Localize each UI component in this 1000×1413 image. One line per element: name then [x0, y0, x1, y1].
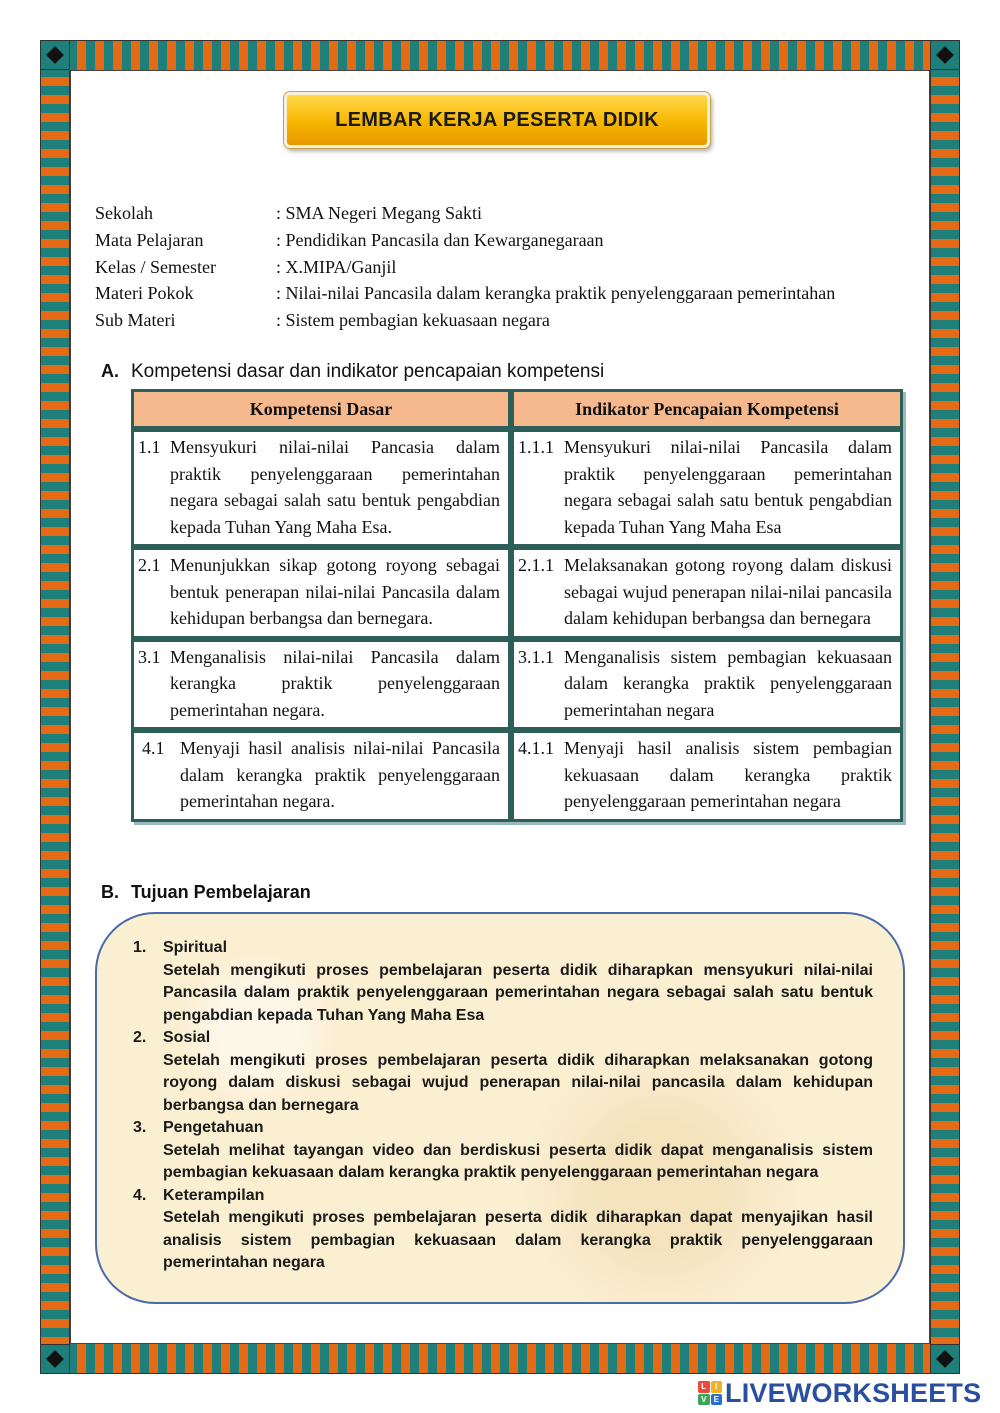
info-value: : SMA Negeri Megang Sakti: [276, 203, 482, 223]
section-title: Kompetensi dasar dan indikator pencapaian kompetensi: [131, 361, 605, 382]
list-item: [133, 1117, 873, 1185]
ipk-number: 3.1.1: [518, 646, 554, 667]
item-heading: Pengetahuan: [163, 1119, 264, 1136]
kd-text: Menyaji hasil analisis nilai-nilai Pancasila dalam kerangka praktik penyelenggaraan pemerintahan negara.: [180, 738, 500, 811]
info-value: : Sistem pembagian kekuasaan negara: [276, 310, 550, 331]
table-row: [131, 730, 903, 822]
decorative-border-right: [930, 40, 960, 1374]
kd-number: 4.1: [142, 738, 165, 758]
corner-ornament-icon: [930, 40, 960, 70]
learning-objectives-list: [133, 937, 873, 1275]
info-value: : X.MIPA/Ganjil: [276, 256, 397, 277]
ipk-number: 1.1.1: [518, 437, 554, 457]
ipk-cell: [511, 547, 903, 639]
ipk-number: 2.1.1: [518, 555, 554, 575]
kd-number: 1.1: [138, 437, 161, 457]
kd-text: Mensyukuri nilai-nilai Pancasia dalam praktik penyelenggaraan pemerintahan negara sebagai salah satu bentuk pengabdian kepada Tuhan Yang Maha Esa.: [170, 437, 500, 537]
item-number: 2.: [133, 1029, 147, 1046]
kd-number: 2.1: [138, 555, 161, 575]
section-b-heading: [101, 882, 311, 903]
list-item: [133, 937, 873, 1027]
item-heading: Spiritual: [163, 939, 228, 956]
list-item: [133, 1027, 873, 1117]
kd-cell: [131, 730, 511, 822]
item-number: 3.: [133, 1119, 147, 1136]
info-row-sekolah: [95, 200, 915, 227]
info-label: Kelas / Semester: [95, 256, 216, 277]
info-label: Sekolah: [95, 203, 153, 223]
info-row-materi-pokok: [95, 280, 915, 307]
info-value: : Nilai-nilai Pancasila dalam kerangka praktik penyelenggaraan pemerintahan: [276, 283, 836, 304]
title-banner: [284, 92, 710, 148]
liveworksheets-logo[interactable]: [698, 1378, 981, 1408]
kd-cell: [131, 429, 511, 547]
identity-info: [95, 200, 915, 334]
item-number: 1.: [133, 939, 147, 956]
ipk-text: Menyaji hasil analisis sistem pembagian kekuasaan dalam kerangka praktik penyelenggaraan pemerintahan negara: [564, 738, 892, 811]
item-text: Setelah mengikuti proses pembelajaran peserta didik diharapkan melaksanakan gotong royong dalam diskusi sebagai wujud penerapan nilai-nilai pancasila dalam kehidupan berbangsa dan bernegara: [163, 1051, 873, 1114]
table-row: [131, 429, 903, 547]
column-header-indikator: Indikator Pencapaian Kompetensi: [511, 389, 903, 429]
list-item: [133, 1185, 873, 1275]
section-title: Tujuan Pembelajaran: [131, 882, 311, 902]
table-row: [131, 639, 903, 731]
logo-text: LIVEWORKSHEETS: [725, 1377, 982, 1408]
section-letter: A.: [101, 361, 119, 381]
info-label: Materi Pokok: [95, 283, 194, 304]
kd-cell: [131, 547, 511, 639]
decorative-border-left: [40, 40, 70, 1374]
item-text: Setelah mengikuti proses pembelajaran peserta didik diharapkan mensyukuri nilai-nilai Pancasila dalam praktik penyelenggaraan pemerintahan negara sebagai salah satu bentuk pengabdian kepada Tuhan Yang Maha Esa: [163, 961, 873, 1024]
corner-ornament-icon: [40, 40, 70, 70]
page-title: LEMBAR KERJA PESERTA DIDIK: [335, 108, 659, 131]
info-value: : Pendidikan Pancasila dan Kewarganegaraan: [276, 229, 604, 250]
liveworksheets-logo-icon: L I V E: [698, 1381, 722, 1405]
info-row-mata-pelajaran: [95, 227, 915, 254]
kd-number: 3.1: [138, 646, 161, 667]
ipk-cell: [511, 639, 903, 731]
table-header-row: [131, 389, 903, 429]
info-row-kelas-semester: [95, 254, 915, 281]
item-heading: Sosial: [163, 1029, 211, 1046]
section-letter: B.: [101, 882, 119, 902]
info-row-sub-materi: [95, 307, 915, 334]
section-a-heading: [101, 361, 604, 383]
ipk-text: Mensyukuri nilai-nilai Pancasila dalam praktik penyelenggaraan pemerintahan negara sebagai salah satu bentuk pengabdian kepada Tuhan Yang Maha Esa: [564, 437, 892, 537]
item-text: Setelah melihat tayangan video dan berdiskusi peserta didik dapat menganalisis sistem pembagian kekuasaan dalam kerangka praktik penyelenggaraan pemerintahan negara: [163, 1141, 873, 1181]
kd-text: Menunjukkan sikap gotong royong sebagai bentuk penerapan nilai-nilai Pancasila dalam kehidupan berbangsa dan bernegara.: [170, 555, 500, 628]
ipk-cell: [511, 730, 903, 822]
kd-text: Menganalisis nilai-nilai Pancasila dalam kerangka praktik penyelenggaraan pemerintahan negara.: [170, 646, 500, 720]
ipk-number: 4.1.1: [518, 738, 554, 758]
item-number: 4.: [133, 1186, 147, 1204]
ipk-cell: [511, 429, 903, 547]
competency-table: [131, 389, 903, 822]
info-label: Sub Materi: [95, 310, 176, 331]
item-text: Setelah mengikuti proses pembelajaran peserta didik diharapkan dapat menyajikan hasil analisis sistem pembagian kekuasaan dalam kerangka praktik penyelenggaraan pemerintahan negara: [163, 1209, 873, 1271]
ipk-text: Menganalisis sistem pembagian kekuasaan dalam kerangka praktik penyelenggaraan pemerintahan negara: [564, 646, 892, 720]
table-row: [131, 547, 903, 639]
info-label: Mata Pelajaran: [95, 229, 204, 250]
ipk-text: Melaksanakan gotong royong dalam diskusi sebagai wujud penerapan nilai-nilai pancasila dalam kehidupan berbangsa dan bernegara: [564, 555, 892, 628]
corner-ornament-icon: [40, 1344, 70, 1374]
corner-ornament-icon: [930, 1344, 960, 1374]
item-heading: Keterampilan: [163, 1186, 265, 1204]
column-header-kompetensi-dasar: Kompetensi Dasar: [131, 389, 511, 429]
kd-cell: [131, 639, 511, 731]
